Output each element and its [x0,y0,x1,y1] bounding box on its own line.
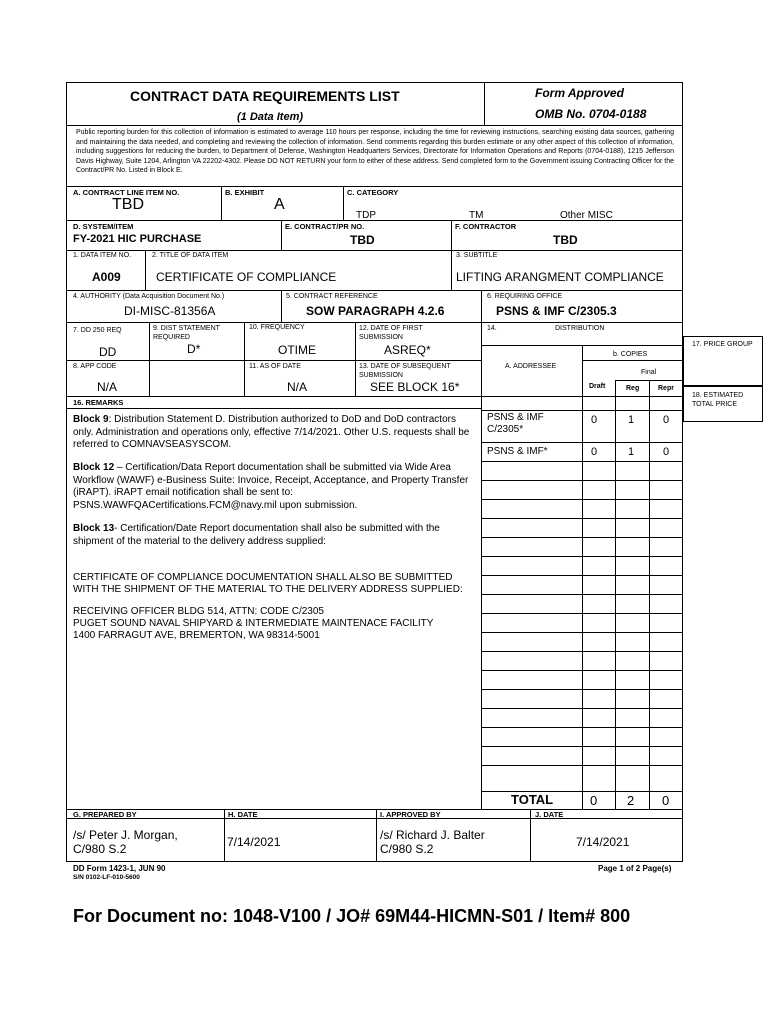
first-submission-label: 12. DATE OF FIRST SUBMISSION [359,325,423,341]
remarks-label: 16. REMARKS [73,398,124,407]
remarks-block12: Block 12 – Certification/Data Report documentation shall be submitted via Wide Area Workflow (WAWF) e-Business Suite: Invoice, Receipt, Acceptance, and Property Transfer (iRAPT). iRAPT email notification shall be sent to: PSNS.WAWFQACertifications.FCM@navy.mil upon submission. [73,462,469,511]
remarks-cert-line1: CERTIFICATE OF COMPLIANCE DOCUMENTATION SHALL ALSO BE SUBMITTED [73,572,453,583]
price-group-label: 17. PRICE GROUP [692,341,753,348]
requiring-office-label: 6. REQUIRING OFFICE [487,293,563,300]
repr-label: Repr [658,385,674,392]
frequency-label: 10. FREQUENCY [249,324,305,331]
dd250-label: 7. DD 250 REQ [73,327,122,334]
form-title: CONTRACT DATA REQUIREMENTS LIST [130,88,400,104]
data-item-no-value[interactable]: A009 [92,270,121,284]
reg-2[interactable]: 1 [628,446,635,458]
approved-date-label: J. DATE [535,810,564,819]
category-label: C. CATEGORY [347,188,399,197]
estimated-total-price-label: 18. ESTIMATED TOTAL PRICE [692,392,744,408]
system-item-label: D. SYSTEM/ITEM [73,222,134,231]
contractor-label: F. CONTRACTOR [455,222,517,231]
first-submission-value[interactable]: ASREQ* [384,343,431,357]
dist-statement-label: 9. DIST STATEMENT REQUIRED [153,325,220,341]
prepared-date-value[interactable]: 7/14/2021 [227,835,281,849]
document-number: For Document no: 1048-V100 / JO# 69M44-HICMN-S01 / Item# 800 [73,906,631,926]
title-label: 2. TITLE OF DATA ITEM [152,252,229,259]
addressee-2[interactable]: PSNS & IMF* [487,446,548,457]
page-count: Page 1 of 2 Page(s) [598,864,672,873]
frequency-value[interactable]: OTIME [278,343,316,357]
total-repr: 0 [662,793,670,808]
final-label: Final [641,369,657,376]
exhibit-label: B. EXHIBIT [225,188,265,197]
remarks-address-line2: PUGET SOUND NAVAL SHIPYARD & INTERMEDIATE MAINTENACE FACILITY [73,618,434,629]
contract-pr-value[interactable]: TBD [350,233,375,247]
clin-label: A. CONTRACT LINE ITEM NO. [73,188,180,197]
reg-1[interactable]: 1 [628,414,635,426]
prepared-by-label: G. PREPARED BY [73,810,137,819]
authority-label: 4. AUTHORITY (Data Acquisition Document No.) [73,293,225,300]
contract-pr-label: E. CONTRACT/PR NO. [285,222,365,231]
contractor-value[interactable]: TBD [553,233,578,247]
addressee-label: A. ADDRESSEE [505,363,557,370]
contract-reference-label: 5. CONTRACT REFERENCE [286,293,378,300]
remarks-cert-line2: WITH THE SHIPMENT OF THE MATERIAL TO THE DELIVERY ADDRESS SUPPLIED: [73,584,463,595]
subsequent-submission-label: 13. DATE OF SUBSEQUENT SUBMISSION [359,363,451,379]
approved-date-value[interactable]: 7/14/2021 [576,835,630,849]
prepared-by-value[interactable]: /s/ Peter J. Morgan, C/980 S.2 [73,828,178,856]
repr-2[interactable]: 0 [663,446,670,458]
total-reg: 2 [627,793,635,808]
requiring-office-value[interactable]: PSNS & IMF C/2305.3 [496,304,617,318]
approved-by-label: I. APPROVED BY [380,810,441,819]
repr-1[interactable]: 0 [663,414,670,426]
copies-label: b. COPIES [613,351,648,358]
prepared-date-label: H. DATE [228,810,258,819]
reg-label: Reg [626,385,640,392]
total-draft: 0 [590,793,598,808]
system-item-value[interactable]: FY-2021 HIC PURCHASE [73,233,202,245]
contract-reference-value[interactable]: SOW PARAGRAPH 4.2.6 [306,304,445,318]
draft-1[interactable]: 0 [591,414,598,426]
total-label: TOTAL [511,792,554,807]
exhibit-value[interactable]: A [274,196,285,213]
draft-label: Draft [589,383,606,390]
data-item-count: (1 Data Item) [237,111,304,123]
as-of-date-label: 11. AS OF DATE [249,363,301,370]
remarks-address-line3: 1400 FARRAGUT AVE, BREMERTON, WA 98314-5001 [73,630,320,641]
category-tdp: TDP [356,210,376,221]
app-code-value[interactable]: N/A [97,380,118,394]
block14-label: 14. [487,325,497,332]
subtitle-value[interactable]: LIFTING ARANGMENT COMPLIANCE [456,270,664,284]
serial-number: S/N 0102-LF-010-5600 [73,874,140,881]
category-tm: TM [469,210,484,221]
distribution-label: DISTRIBUTION [555,325,605,332]
app-code-label: 8. APP CODE [73,363,117,370]
remarks-block9: Block 9: Distribution Statement D. Distribution authorized to DoD and DoD contractors only. Administration and operations only, effective 7/14/2021. Other U.S. requests shall be referred to COMNAVSEASYSCOM. [73,414,470,450]
dd250-value[interactable]: DD [99,345,117,359]
clin-value[interactable]: TBD [112,196,144,213]
omb-number: OMB No. 0704-0188 [535,107,647,121]
remarks-address-line1: RECEIVING OFFICER BLDG 514, ATTN: CODE C/2305 [73,606,324,617]
addressee-1[interactable]: PSNS & IMF C/2305* [487,412,544,435]
authority-value[interactable]: DI-MISC-81356A [124,304,216,318]
burden-statement: Public reporting burden for this collection of information is estimated to average 110 hours per response, including the time for reviewing instructions, searching existing data sources, gathering and maintaining the data needed, and completing and reviewing the collection of information. Send comments regarding this burden estimate or any other aspect of this collection of information, including suggestions for reducing the burden, to Department of Defense, Washington Headquarters Services, Directorate for Information Operations and Reports (0704-0188), 1215 Jefferson Davis Highway, Suite 1204, Arlington VA 22202-4302. Please DO NOT RETURN your form to either of these address. Send completed form to the Government issuing Contracting Officer for the Contract/PR No. Listed in Block E. [76,129,674,174]
approved-by-value[interactable]: /s/ Richard J. Balter C/980 S.2 [380,828,485,856]
category-other: Other MISC [560,210,613,221]
form-number: DD Form 1423-1, JUN 90 [73,864,166,873]
data-item-no-label: 1. DATA ITEM NO. [73,252,132,259]
draft-2[interactable]: 0 [591,446,598,458]
form-approved: Form Approved [535,86,624,100]
dist-statement-value[interactable]: D* [187,342,201,356]
subtitle-label: 3. SUBTITLE [456,252,498,259]
remarks-block13: Block 13- Certification/Date Report documentation shall also be submitted with the shipment of the material to the delivery address supplied: [73,523,440,547]
as-of-date-value[interactable]: N/A [287,380,308,394]
title-value[interactable]: CERTIFICATE OF COMPLIANCE [156,270,337,284]
subsequent-submission-value[interactable]: SEE BLOCK 16* [370,380,460,394]
